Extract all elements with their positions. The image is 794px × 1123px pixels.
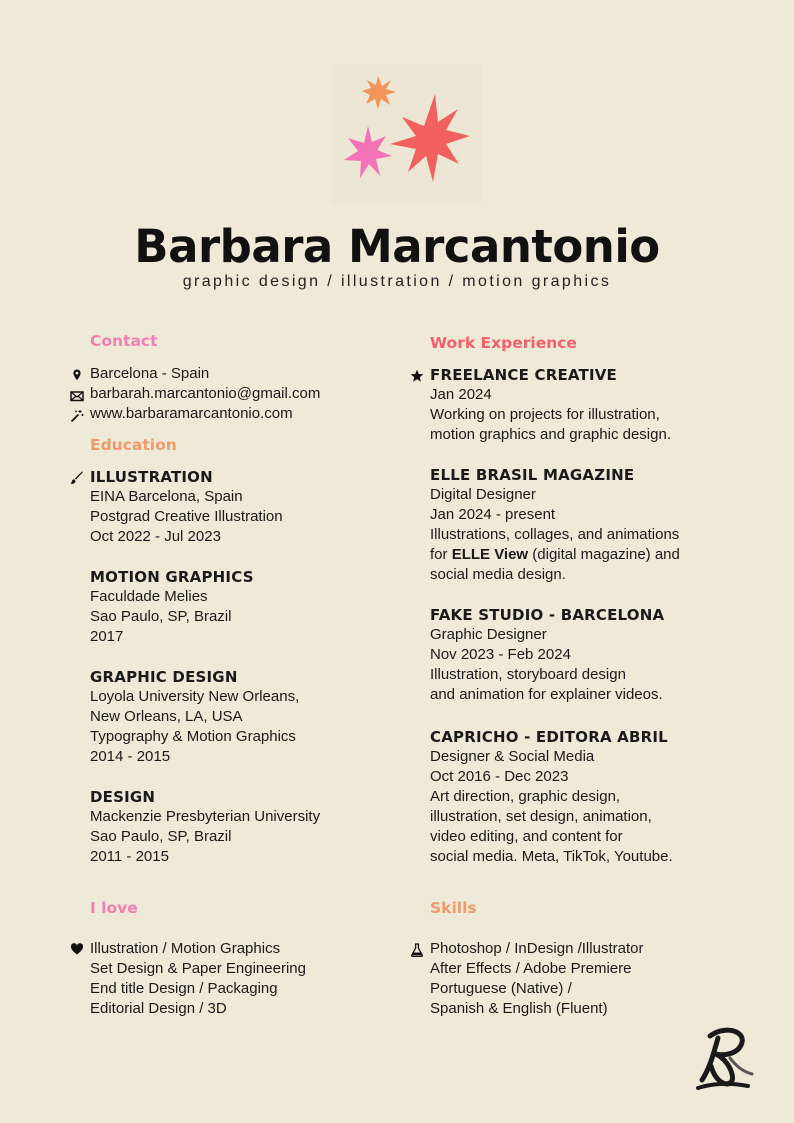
education-line: Postgrad Creative Illustration xyxy=(90,508,283,525)
decorative-stars-icon xyxy=(332,64,482,204)
paintbrush-icon xyxy=(70,471,84,485)
education-line: 2017 xyxy=(90,628,124,645)
envelope-icon xyxy=(70,389,84,403)
contact-section-title: Contact xyxy=(90,332,158,350)
work-line: Working on projects for illustration, xyxy=(430,406,660,423)
work-line: Graphic Designer xyxy=(430,626,547,643)
work-line-suffix: (digital magazine) and xyxy=(528,546,680,563)
education-section-title: Education xyxy=(90,436,177,454)
work-line: Illustration, storyboard design xyxy=(430,666,626,683)
education-heading: MOTION GRAPHICS xyxy=(90,568,254,586)
contact-email[interactable]: barbarah.marcantonio@gmail.com xyxy=(90,385,321,402)
i-love-item: Set Design & Paper Engineering xyxy=(90,960,306,977)
work-line: social media. Meta, TikTok, Youtube. xyxy=(430,848,673,865)
work-entry xyxy=(430,605,664,705)
flask-icon xyxy=(410,943,424,957)
education-entry xyxy=(90,567,254,647)
education-line: Typography & Motion Graphics xyxy=(90,728,296,745)
education-entry xyxy=(90,787,320,867)
i-love-list xyxy=(90,939,306,1019)
education-line: Mackenzie Presbyterian University xyxy=(90,808,321,825)
star-icon xyxy=(410,369,424,383)
skill-item: Photoshop / InDesign /Illustrator xyxy=(430,940,644,957)
signature-logo-icon xyxy=(690,1018,762,1106)
work-heading: ELLE BRASIL MAGAZINE xyxy=(430,466,635,484)
contact-location: Barcelona - Spain xyxy=(90,365,210,382)
work-line-rich xyxy=(430,545,680,565)
work-line: Art direction, graphic design, xyxy=(430,788,621,805)
magic-wand-icon xyxy=(70,409,84,423)
work-line: Jan 2024 xyxy=(430,386,492,403)
work-heading: CAPRICHO - EDITORA ABRIL xyxy=(430,728,668,746)
heart-icon xyxy=(70,942,84,956)
work-experience-section-title: Work Experience xyxy=(430,334,577,352)
education-entry xyxy=(90,467,283,547)
skills-list xyxy=(430,939,643,1019)
work-line-prefix: for xyxy=(430,546,452,563)
work-heading: FAKE STUDIO - BARCELONA xyxy=(430,606,665,624)
work-line: illustration, set design, animation, xyxy=(430,808,652,825)
education-heading: ILLUSTRATION xyxy=(90,468,213,486)
work-entry xyxy=(430,727,673,867)
skill-item: After Effects / Adobe Premiere xyxy=(430,960,632,977)
skills-section-title: Skills xyxy=(430,899,477,917)
skill-item: Portuguese (Native) / xyxy=(430,980,572,997)
education-line: Sao Paulo, SP, Brazil xyxy=(90,608,232,625)
education-line: Loyola University New Orleans, xyxy=(90,688,300,705)
i-love-item: Illustration / Motion Graphics xyxy=(90,940,281,957)
education-heading: DESIGN xyxy=(90,788,156,806)
work-line: video editing, and content for xyxy=(430,828,623,845)
skill-item: Spanish & English (Fluent) xyxy=(430,1000,608,1017)
i-love-section-title: I love xyxy=(90,899,138,917)
education-line: Oct 2022 - Jul 2023 xyxy=(90,528,221,545)
work-line: motion graphics and graphic design. xyxy=(430,426,671,443)
education-entry xyxy=(90,667,299,767)
education-line: EINA Barcelona, Spain xyxy=(90,488,243,505)
tagline: graphic design / illustration / motion graphics xyxy=(182,273,612,290)
education-line: Sao Paulo, SP, Brazil xyxy=(90,828,232,845)
i-love-item: Editorial Design / 3D xyxy=(90,1000,227,1017)
education-line: 2011 - 2015 xyxy=(90,848,169,865)
work-line: Digital Designer xyxy=(430,486,536,503)
work-line: social media design. xyxy=(430,566,566,583)
elle-view-highlight: ELLE View xyxy=(451,546,529,563)
education-line: 2014 - 2015 xyxy=(90,748,171,765)
education-line: New Orleans, LA, USA xyxy=(90,708,243,725)
work-heading: FREELANCE CREATIVE xyxy=(430,366,618,384)
work-line: and animation for explainer videos. xyxy=(430,686,663,703)
work-line: Nov 2023 - Feb 2024 xyxy=(430,646,571,663)
work-entry xyxy=(430,465,680,585)
candidate-name: Barbara Marcantonio xyxy=(134,220,660,273)
education-line: Faculdade Melies xyxy=(90,588,208,605)
work-entry xyxy=(430,365,671,445)
work-line: Designer & Social Media xyxy=(430,748,595,765)
contact-website[interactable]: www.barbaramarcantonio.com xyxy=(90,405,293,422)
i-love-item: End title Design / Packaging xyxy=(90,980,278,997)
work-line: Oct 2016 - Dec 2023 xyxy=(430,768,569,785)
work-line: Jan 2024 - present xyxy=(430,506,556,523)
location-pin-icon xyxy=(70,368,84,382)
education-heading: GRAPHIC DESIGN xyxy=(90,668,238,686)
work-line: Illustrations, collages, and animations xyxy=(430,526,680,543)
